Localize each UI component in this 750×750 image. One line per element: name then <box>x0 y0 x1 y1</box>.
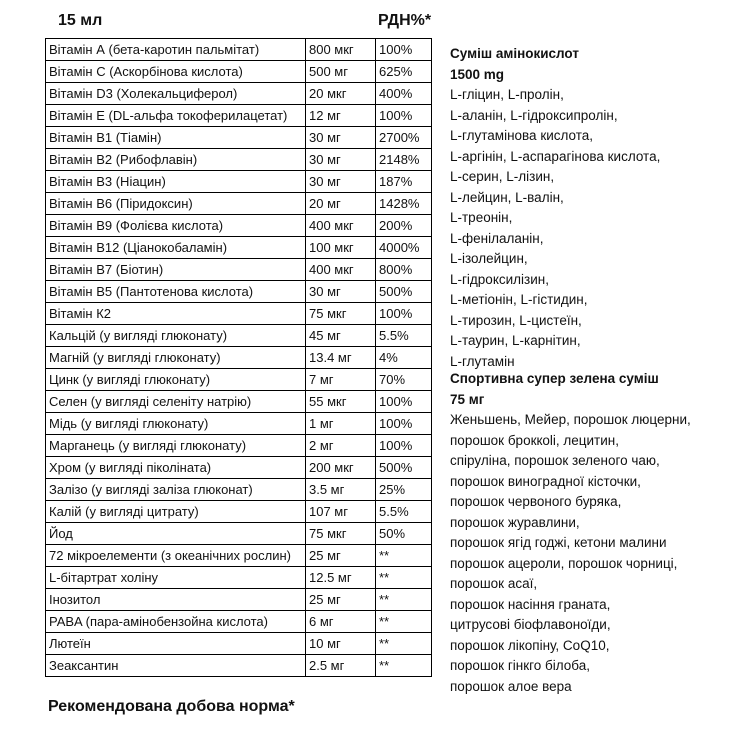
greens-ingredient-line: порошок алое вера <box>450 678 572 694</box>
nutrient-rdn: 100% <box>376 105 432 127</box>
nutrient-amount: 30 мг <box>306 171 376 193</box>
nutrient-amount: 30 мг <box>306 149 376 171</box>
nutrient-name: Інозитол <box>46 589 306 611</box>
nutrient-rdn: 1428% <box>376 193 432 215</box>
nutrient-amount: 25 мг <box>306 589 376 611</box>
nutrient-amount: 55 мкг <box>306 391 376 413</box>
table-row <box>46 171 432 193</box>
nutrient-name: Залізо (у вигляді заліза глюконат) <box>46 479 306 501</box>
nutrient-name: Вітамін В1 (Тіамін) <box>46 127 306 149</box>
table-row <box>46 215 432 237</box>
serving-size-header: 15 мл <box>58 12 103 29</box>
nutrient-rdn: 100% <box>376 303 432 325</box>
nutrient-rdn: 5.5% <box>376 501 432 523</box>
footnote-daily-norm: Рекомендована добова норма* <box>48 698 295 715</box>
greens-ingredient-line: порошок гінкго білоба, <box>450 658 590 673</box>
table-row <box>46 61 432 83</box>
table-row <box>46 391 432 413</box>
nutrient-amount: 6 мг <box>306 611 376 633</box>
amino-ingredient-line: L-гліцин, L-пролін, <box>450 87 564 102</box>
nutrient-name: Вітамін В9 (Фолієва кислота) <box>46 215 306 237</box>
greens-blend <box>450 369 691 697</box>
greens-blend-title: Спортивна супер зелена суміш <box>450 371 659 386</box>
table-row <box>46 127 432 149</box>
nutrient-rdn: ** <box>376 611 432 633</box>
nutrient-name: Лютеїн <box>46 633 306 655</box>
table-row <box>46 589 432 611</box>
amino-ingredient-line: L-таурин, L-карнітин, <box>450 333 581 348</box>
amino-blend-title: Суміш амінокислот <box>450 46 579 61</box>
nutrient-name: Вітамін В3 (Ніацин) <box>46 171 306 193</box>
amino-ingredient-line: L-метіонін, L-гістидин, <box>450 292 588 307</box>
amino-ingredient-line: L-серин, L-лізин, <box>450 169 555 184</box>
nutrient-amount: 13.4 мг <box>306 347 376 369</box>
nutrient-amount: 30 мг <box>306 281 376 303</box>
nutrient-amount: 3.5 мг <box>306 479 376 501</box>
nutrient-name: 72 мікроелементи (з океанічних рослин) <box>46 545 306 567</box>
nutrient-name: Кальцій (у вигляді глюконату) <box>46 325 306 347</box>
table-row <box>46 413 432 435</box>
nutrient-rdn: ** <box>376 545 432 567</box>
greens-ingredient-line: порошок ацероли, порошок чорниці, <box>450 555 678 571</box>
nutrient-name: Марганець (у вигляді глюконату) <box>46 435 306 457</box>
nutrient-amount: 400 мкг <box>306 215 376 237</box>
nutrient-amount: 75 мкг <box>306 303 376 325</box>
amino-ingredient-line: L-тирозин, L-цистеїн, <box>450 312 582 328</box>
nutrient-amount: 25 мг <box>306 545 376 567</box>
amino-ingredient-line: L-гідроксилізин, <box>450 271 549 287</box>
nutrient-amount: 2 мг <box>306 435 376 457</box>
nutrient-name: Вітамін В5 (Пантотенова кислота) <box>46 281 306 303</box>
nutrient-name: Хром (у вигляді піколіната) <box>46 457 306 479</box>
nutrient-rdn: 800% <box>376 259 432 281</box>
nutrient-rdn: ** <box>376 567 432 589</box>
nutrient-rdn: ** <box>376 633 432 655</box>
greens-ingredient-line: порошок ягід годжі, кетони малини <box>450 535 667 550</box>
nutrient-amount: 1 мг <box>306 413 376 435</box>
nutrient-amount: 107 мг <box>306 501 376 523</box>
table-row <box>46 369 432 391</box>
nutrient-name: Вітамін С (Аскорбінова кислота) <box>46 61 306 83</box>
nutrient-name: Йод <box>46 523 306 545</box>
nutrient-amount: 2.5 мг <box>306 655 376 677</box>
amino-ingredient-line: L-глутамінова кислота, <box>450 128 594 143</box>
nutrient-rdn: 70% <box>376 369 432 391</box>
table-row <box>46 479 432 501</box>
nutrient-amount: 30 мг <box>306 127 376 149</box>
table-row <box>46 83 432 105</box>
nutrient-rdn: 2148% <box>376 149 432 171</box>
nutrient-rdn: 400% <box>376 83 432 105</box>
greens-ingredient-line: порошок броккolі, лецитин, <box>450 432 619 448</box>
greens-ingredient-line: цитрусові біофлавоноїди, <box>450 617 611 632</box>
table-row <box>46 545 432 567</box>
nutrient-name: Вітамін В6 (Піридоксин) <box>46 193 306 215</box>
amino-acid-blend <box>450 44 660 372</box>
greens-ingredient-line: порошок насіння граната, <box>450 596 611 612</box>
nutrient-name: Вітамін В12 (Ціанокобаламін) <box>46 237 306 259</box>
table-row <box>46 655 432 677</box>
nutrient-name: Вітамін В2 (Рибофлавін) <box>46 149 306 171</box>
nutrient-name: L-бітартрат холіну <box>46 567 306 589</box>
nutrient-amount: 45 мг <box>306 325 376 347</box>
nutrient-amount: 400 мкг <box>306 259 376 281</box>
table-row <box>46 611 432 633</box>
greens-ingredient-line: спіруліна, порошок зеленого чаю, <box>450 453 660 468</box>
greens-ingredient-line: порошок журавлини, <box>450 514 580 530</box>
table-row <box>46 633 432 655</box>
table-row <box>46 193 432 215</box>
nutrient-rdn: ** <box>376 655 432 677</box>
greens-blend-amount: 75 мг <box>450 391 485 407</box>
amino-ingredient-line: L-фенілаланін, <box>450 230 544 246</box>
nutrition-table <box>45 38 432 677</box>
table-row <box>46 347 432 369</box>
table-row <box>46 39 432 61</box>
table-row <box>46 237 432 259</box>
nutrient-name: PABA (пара-амінобензойна кислота) <box>46 611 306 633</box>
greens-ingredient-line: порошок червоного буряка, <box>450 494 622 509</box>
amino-blend-amount: 1500 mg <box>450 66 505 82</box>
nutrient-rdn: 500% <box>376 281 432 303</box>
greens-ingredient-line: порошок виноградної кісточки, <box>450 473 641 489</box>
nutrient-name: Селен (у вигляді селеніту натрію) <box>46 391 306 413</box>
nutrient-rdn: 100% <box>376 413 432 435</box>
nutrient-rdn: 4000% <box>376 237 432 259</box>
nutrient-rdn: 500% <box>376 457 432 479</box>
nutrient-name: Вітамін А (бета-каротин пальмітат) <box>46 39 306 61</box>
greens-ingredient-line: Женьшень, Мейер, порошок люцерни, <box>450 412 691 427</box>
nutrient-rdn: 100% <box>376 435 432 457</box>
nutrient-rdn: 5.5% <box>376 325 432 347</box>
nutrient-rdn: 100% <box>376 39 432 61</box>
amino-ingredient-line: L-треонін, <box>450 210 513 225</box>
nutrient-name: Калій (у вигляді цитрату) <box>46 501 306 523</box>
nutrient-amount: 20 мкг <box>306 83 376 105</box>
greens-ingredient-line: порошок лікопіну, CoQ10, <box>450 637 610 653</box>
nutrient-amount: 10 мг <box>306 633 376 655</box>
nutrient-amount: 75 мкг <box>306 523 376 545</box>
nutrient-name: Вітамін В7 (Біотин) <box>46 259 306 281</box>
table-row <box>46 435 432 457</box>
nutrient-rdn: 2700% <box>376 127 432 149</box>
amino-ingredient-line: L-ізолейцин, <box>450 251 528 266</box>
daily-value-header: РДН%* <box>378 12 432 29</box>
nutrient-rdn: 100% <box>376 391 432 413</box>
nutrient-amount: 20 мг <box>306 193 376 215</box>
nutrient-amount: 7 мг <box>306 369 376 391</box>
table-row <box>46 325 432 347</box>
nutrient-name: Вітамін D3 (Холекальциферол) <box>46 83 306 105</box>
nutrient-rdn: 625% <box>376 61 432 83</box>
table-row <box>46 149 432 171</box>
nutrient-name: Цинк (у вигляді глюконату) <box>46 369 306 391</box>
greens-ingredient-line: порошок асаї, <box>450 576 538 591</box>
table-row <box>46 501 432 523</box>
nutrient-name: Вітамін К2 <box>46 303 306 325</box>
nutrient-amount: 100 мкг <box>306 237 376 259</box>
nutrient-rdn: 25% <box>376 479 432 501</box>
nutrient-name: Магній (у вигляді глюконату) <box>46 347 306 369</box>
amino-ingredient-line: L-глутамін <box>450 353 515 369</box>
nutrient-amount: 12 мг <box>306 105 376 127</box>
amino-ingredient-line: L-лейцин, L-валін, <box>450 189 564 205</box>
table-row <box>46 259 432 281</box>
table-row <box>46 567 432 589</box>
nutrient-name: Вітамін Е (DL-альфа токоферилацетат) <box>46 105 306 127</box>
nutrient-name: Зеаксантин <box>46 655 306 677</box>
nutrient-amount: 500 мг <box>306 61 376 83</box>
nutrient-amount: 200 мкг <box>306 457 376 479</box>
table-row <box>46 105 432 127</box>
nutrient-name: Мідь (у вигляді глюконату) <box>46 413 306 435</box>
nutrient-rdn: 4% <box>376 347 432 369</box>
nutrient-rdn: 200% <box>376 215 432 237</box>
nutrient-rdn: ** <box>376 589 432 611</box>
table-row <box>46 303 432 325</box>
table-row <box>46 457 432 479</box>
nutrient-rdn: 187% <box>376 171 432 193</box>
amino-ingredient-line: L-аргінін, L-аспарагінова кислота, <box>450 148 661 164</box>
table-row <box>46 281 432 303</box>
table-row <box>46 523 432 545</box>
nutrient-amount: 800 мкг <box>306 39 376 61</box>
nutrient-amount: 12.5 мг <box>306 567 376 589</box>
amino-ingredient-line: L-аланін, L-гідроксипролін, <box>450 107 618 123</box>
nutrient-rdn: 50% <box>376 523 432 545</box>
